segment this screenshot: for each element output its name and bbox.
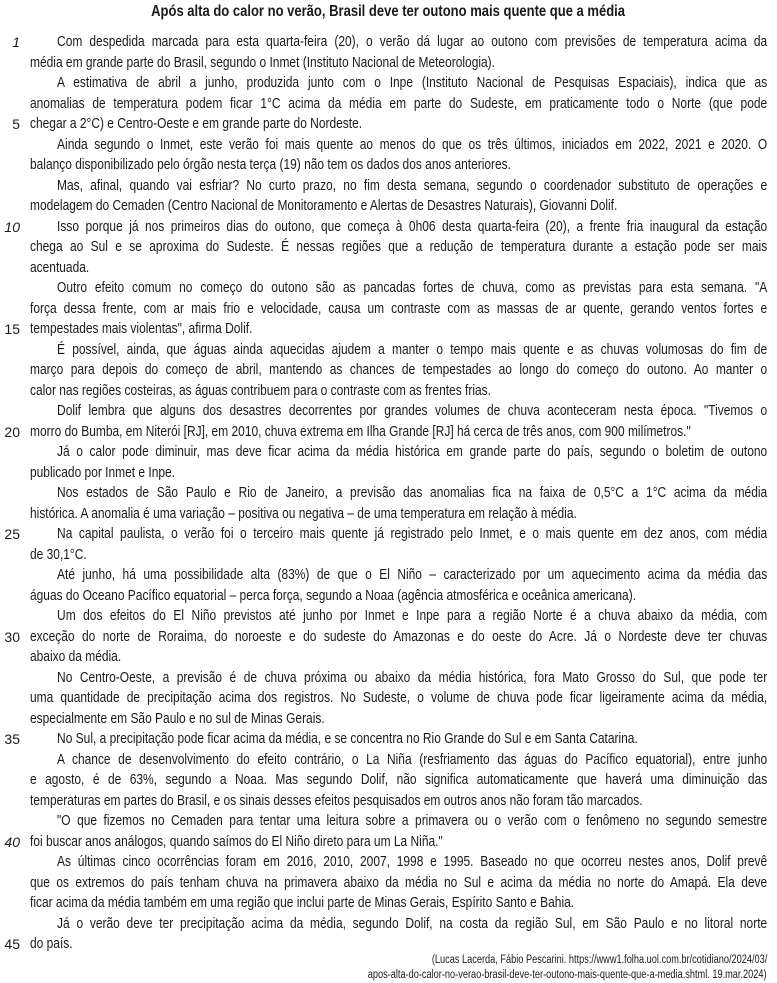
text-line-content: É possível, ainda, que águas ainda aquecidas ajudem a manter o tempo mais quente e as chuvas volumosas do fim de — [57, 341, 768, 358]
text-line-content: Dolif lembra que alguns dos desastres decorrentes por grandes volumes de chuva aconteceram nesta época. "Tivemos o — [57, 403, 768, 419]
text-line — [30, 811, 767, 831]
text-line — [30, 709, 767, 729]
text-line — [30, 791, 767, 811]
text-line — [30, 135, 767, 155]
text-line-content: média em grande parte do Brasil, segundo o Inmet (Instituto Nacional de Meteorologia). — [30, 54, 495, 71]
text-line — [30, 770, 767, 790]
text-line — [30, 196, 767, 216]
line-number: 45 — [4, 936, 20, 952]
text-line-content: que os extremos do país tenham chuva na primavera abaixo da média no Sul e acima da média no norte do Amapá. Ela deve — [30, 874, 768, 891]
text-line — [30, 442, 767, 462]
line-number: 1 — [12, 34, 20, 50]
text-line — [30, 217, 767, 237]
line-number: 15 — [4, 321, 20, 337]
text-line — [30, 750, 767, 770]
text-line-content: modelagem do Cemaden (Centro Nacional de Monitoramento e Alertas de Desastres Naturais), Giovanni Dolif. — [30, 198, 618, 214]
text-line — [30, 893, 767, 913]
text-line-content: março para depois do começo de abril, mantendo as chances de tempestades ao longo do começo do outono. Ao manter o — [30, 362, 768, 378]
text-line-content: Já o verão deve ter precipitação acima da média, segundo Dolif, na costa da região Sul, em São Paulo e no litoral norte — [57, 915, 768, 932]
text-line-content: do país. — [30, 936, 73, 952]
text-line-content: publicado por Inmet e Inpe. — [30, 464, 176, 481]
text-line — [30, 53, 767, 73]
text-line — [30, 873, 767, 893]
text-line-content: exceção do norte de Roraima, do noroeste e do sudeste do Amazonas e do oeste do Acre. Já o Nordeste deve ter chuvas — [30, 628, 768, 645]
text-line-content: acentuada. — [30, 259, 90, 276]
text-line-content: ficar acima da média também em uma região que inclui parte de Minas Gerais, Espírito Santo e Bahia. — [30, 895, 575, 911]
text-line-content: No Centro-Oeste, a previsão é de chuva próxima ou abaixo da média histórica, fora Mato Grosso do Sul, que pode ter — [57, 669, 768, 686]
text-line-content: Já o calor pode diminuir, mas deve ficar acima da média histórica em grande parte do país, segundo o boletim de outono — [57, 444, 768, 460]
text-line — [30, 688, 767, 708]
text-line-content: Ainda segundo o Inmet, este verão foi mais quente ao menos do que os três últimos, iniciados em 2022, 2021 e 2020. O — [57, 136, 768, 153]
text-line-content: A estimativa de abril a junho, produzida junto com o Inpe (Instituto Nacional de Pesquisas Espaciais), indica que as — [57, 75, 768, 91]
text-line — [30, 94, 767, 114]
text-line-content: especialmente em São Paulo e no sul de Minas Gerais. — [30, 710, 325, 727]
text-line-content: A chance de desenvolvimento do efeito contrário, o La Niña (resfriamento das águas do Pacífico equatorial), entre junho — [57, 751, 768, 768]
text-line-content: histórica. A anomalia é uma variação – positiva ou negativa – de uma temperatura em relação à média. — [30, 505, 577, 522]
text-line-content: uma quantidade de precipitação acima dos registros. No Sudeste, o volume de chuva pode ficar ligeiramente acima da média, — [30, 690, 768, 706]
line-number: 5 — [12, 116, 20, 132]
text-line — [30, 73, 767, 93]
line-number: 20 — [4, 423, 20, 440]
text-line — [30, 504, 767, 524]
text-line-content: chega ao Sul e se aproxima do Sudeste. É nessas regiões que a redução de temperatura durante a estação pode ser mais — [30, 239, 768, 255]
text-line — [30, 668, 767, 688]
text-line-content: Nos estados de São Paulo e Rio de Janeiro, a previsão das anomalias fica na faixa de 0,5°C a 1°C acima da média — [57, 485, 768, 501]
text-line — [30, 176, 767, 196]
text-line — [30, 155, 767, 175]
text-line — [30, 586, 767, 606]
text-line-content: força dessa frente, com ar mais frio e velocidade, causa um contraste com as massas de ar quente, gerando ventos fortes e — [30, 300, 768, 317]
article-title — [0, 3, 777, 21]
text-line-content: e agosto, é de 63%, segundo a Noaa. Mas segundo Dolif, não significa automaticamente que haverá uma diminuição das — [30, 772, 768, 788]
text-line-content: morro do Bumba, em Niterói [RJ], em 2010, chuva extrema em Ilha Grande [RJ] há cerca de três anos, com 900 milímetros." — [30, 423, 691, 440]
citation-line-2: apos-alta-do-calor-no-verao-brasil-deve-ter-outono-mais-quente-que-a-media.shtml. 19.mar.2024) — [368, 969, 767, 981]
line-number: 40 — [4, 833, 20, 850]
text-line-content: Mas, afinal, quando vai esfriar? No curto prazo, no fim desta semana, segundo o coordenador substituto de operações e — [57, 177, 768, 194]
text-line — [30, 463, 767, 483]
article-title-text: Após alta do calor no verão, Brasil deve ter outono mais quente que a média — [151, 3, 626, 20]
text-line — [30, 832, 767, 852]
text-line — [30, 114, 767, 134]
text-line-content: Na capital paulista, o verão foi o terceiro mais quente já registrado pelo Inmet, e o mais quente em dez anos, com média — [57, 526, 768, 542]
text-line — [30, 340, 767, 360]
line-number: 10 — [4, 218, 20, 235]
text-line — [30, 483, 767, 503]
text-line — [30, 565, 767, 585]
text-line-content: Até junho, há uma possibilidade alta (83%) de que o El Niño – caracterizado por um aquecimento acima da média das — [57, 567, 768, 583]
text-line — [30, 627, 767, 647]
line-number: 25 — [4, 526, 20, 542]
text-line-content: foi buscar anos análogos, quando saímos do El Niño direto para um La Niña." — [30, 833, 443, 850]
text-line — [30, 647, 767, 667]
text-line-content: Um dos efeitos do El Niño previstos até junho por Inmet e Inpe para a região Norte é a chuva abaixo da média, com — [57, 608, 768, 624]
text-line-content: de 30,1°C. — [30, 546, 87, 563]
text-line-content: balanço disponibilizado pelo órgão nesta terça (19) não tem os dados dos anos anteriores. — [30, 157, 511, 173]
text-line-content: As últimas cinco ocorrências foram em 2016, 2010, 2007, 1998 e 1995. Baseado no que ocorreu nestes anos, Dolif prevê — [57, 854, 768, 870]
text-line-content: calor nas regiões costeiras, as águas contribuem para o contraste com as frentes frias. — [30, 382, 491, 399]
text-line — [30, 381, 767, 401]
text-line-content: Com despedida marcada para esta quarta-feira (20), o verão dá lugar ao outono com previsões de temperatura acima da — [57, 34, 768, 50]
text-line — [30, 32, 767, 52]
text-line — [30, 299, 767, 319]
text-line-content: temperaturas em partes do Brasil, e os sinais desses efeitos pesquisados em outros anos não foram tão marcados. — [30, 792, 643, 809]
text-line — [30, 524, 767, 544]
text-line — [30, 422, 767, 442]
line-number: 30 — [4, 628, 20, 645]
text-line-content: tempestades mais violentas", afirma Dolif. — [30, 321, 253, 337]
text-line-content: Isso porque já nos primeiros dias do outono, que começa à 0h06 desta quarta-feira (20), a frente fria inaugural da estação — [57, 218, 768, 235]
text-line — [30, 319, 767, 339]
text-line — [30, 258, 767, 278]
text-line — [30, 360, 767, 380]
text-line-content: "O que fizemos no Cemaden para tentar uma leitura sobre a primavera ou o verão com o fenômeno no segundo semestre — [57, 813, 768, 829]
text-line — [30, 852, 767, 872]
text-line — [30, 545, 767, 565]
text-line-content: anomalias de temperatura podem ficar 1°C acima da média em parte do Sudeste, em praticamente todo o Norte (que pode — [30, 95, 768, 112]
text-line-content: águas do Oceano Pacífico equatorial – perca força, segundo a Noaa (agência atmosférica e oceânica americana). — [30, 587, 637, 604]
text-line-content: No Sul, a precipitação pode ficar acima da média, e se concentra no Rio Grande do Sul e em Santa Catarina. — [57, 731, 638, 747]
citation-line-1: (Lucas Lacerda, Fábio Pescarini. https://www1.folha.uol.com.br/cotidiano/2024/03/ — [431, 954, 767, 966]
text-line — [30, 278, 767, 298]
text-line-content: chegar a 2°C) e Centro-Oeste e em grande parte do Nordeste. — [30, 116, 363, 132]
text-line-content: abaixo da média. — [30, 649, 122, 665]
text-line — [30, 729, 767, 749]
text-line — [30, 237, 767, 257]
text-line — [30, 914, 767, 934]
text-line-content: Outro efeito comum no começo do outono são as pancadas fortes de chuva, como as previstas para esta semana. "A — [57, 280, 768, 296]
text-line — [30, 401, 767, 421]
line-number: 35 — [4, 731, 20, 747]
text-line — [30, 606, 767, 626]
